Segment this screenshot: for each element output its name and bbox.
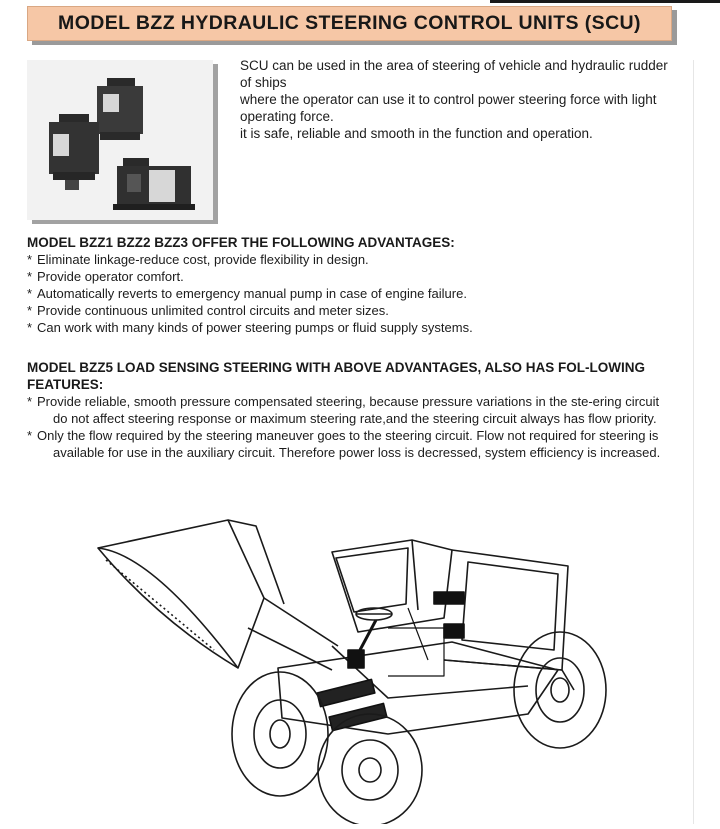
loader-bucket [98,520,284,668]
load-sensing-section [27,359,677,461]
list-item [27,319,677,336]
list-item [27,251,677,268]
steering-hydraulics [317,592,464,731]
intro-text [240,57,670,142]
wheel-loader-diagram [88,500,628,824]
bullet-mark: * [27,286,33,301]
list-item [27,285,677,302]
scu-unit-back [97,78,143,140]
list-item-text: Provide operator comfort. [37,269,184,284]
list-item [27,427,677,461]
list-item-text: Eliminate linkage-reduce cost, provide flexibility in design. [37,252,369,267]
features-list [27,393,677,461]
bullet-mark: * [27,269,33,284]
list-item [27,302,677,319]
product-photo [27,60,213,220]
section-heading: MODEL BZZ1 BZZ2 BZZ3 OFFER THE FOLLOWING ADVANTAGES: [27,235,455,250]
top-edge-line [490,0,720,3]
list-item-text: Provide continuous unlimited control circuits and meter sizes. [37,303,389,318]
advantages-section [27,234,677,336]
scu-units-illustration [27,60,213,220]
bullet-mark: * [27,428,33,443]
page-edge-line [693,60,694,824]
loader-chassis [278,642,558,734]
loader-arm [248,598,338,670]
list-item-text: Provide reliable, smooth pressure compensated steering, because pressure variations in the ste-ering circuit do not affect steering response or maximum steering rate,and the steering circuit always has flow priority. [37,394,660,426]
scu-unit-left [49,114,99,190]
list-item-text: Automatically reverts to emergency manual pump in case of engine failure. [37,286,467,301]
page-title: MODEL BZZ HYDRAULIC STEERING CONTROL UNITS (SCU) [58,12,641,34]
list-item [27,393,677,427]
loader-cab [332,540,452,632]
steering-wheel [356,608,392,620]
intro-line: it is safe, reliable and smooth in the function and operation. [240,126,593,141]
bullet-mark: * [27,303,33,318]
list-item-text: Can work with many kinds of power steering pumps or fluid supply systems. [37,320,473,335]
bullet-mark: * [27,320,33,335]
rear-wheel [514,632,606,748]
bullet-mark: * [27,394,33,409]
title-banner [27,6,672,41]
advantages-list [27,251,677,336]
intro-line: where the operator can use it to control power steering force with light operating force. [240,92,657,124]
bullet-mark: * [27,252,33,267]
intro-line: SCU can be used in the area of steering of vehicle and hydraulic rudder of ships [240,58,668,90]
list-item-text: Only the flow required by the steering maneuver goes to the steering circuit. Flow not required for steering is available for use in the auxiliary circuit. Therefore power loss is decressed, system efficiency is increased. [37,428,661,460]
list-item [27,268,677,285]
wheel-loader-illustration [88,500,628,824]
section-heading: MODEL BZZ5 LOAD SENSING STEERING WITH ABOVE ADVANTAGES, ALSO HAS FOL-LOWING FEATURES: [27,360,646,392]
